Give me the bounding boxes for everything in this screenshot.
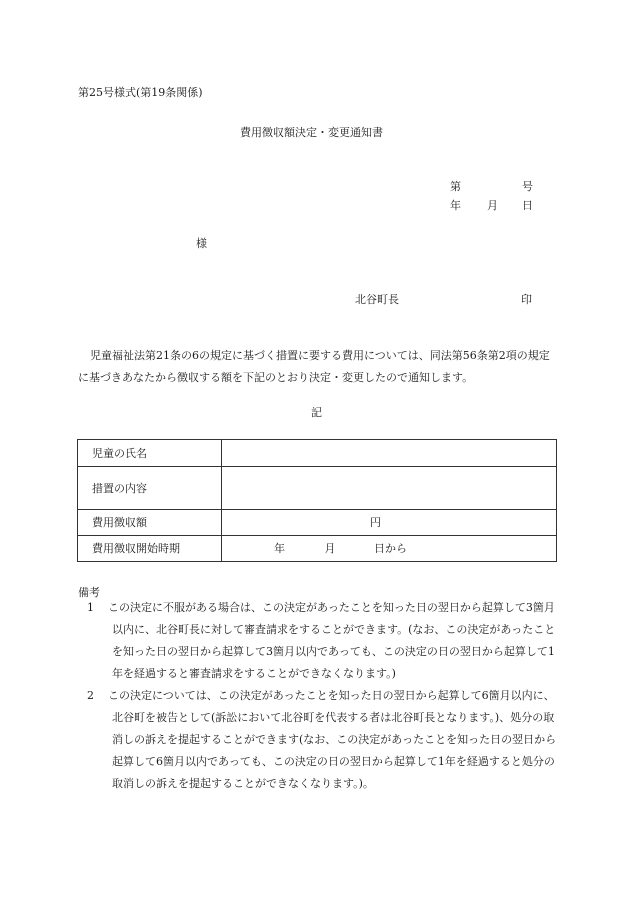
ki-heading: 記 (311, 406, 322, 419)
table-row (78, 510, 557, 536)
number-go: 号 (522, 180, 533, 193)
remark-text: この決定については、この決定があったことを知った日の翌日から起算して6箇月以内に、北谷町を被告として(訴訟において北谷町を代表する者は北谷町長となります。)、処分の取消しの訴えを提起することができます(なお、この決定があったことを知った日の翌日から起算して6箇月以内であっても、この決定の日の翌日から起算して1年を経過すると処分の取消しの訴えを提起することができなくなります。)。 (108, 689, 557, 790)
remark-item-2 (87, 685, 564, 795)
value-measure-content (222, 467, 557, 510)
remark-number: 1 (87, 601, 94, 614)
start-month: 月 (324, 542, 336, 555)
remark-item-1 (87, 597, 564, 685)
form-number: 第25号様式(第19条関係) (78, 86, 203, 99)
issuer-name: 北谷町長 (355, 293, 399, 306)
value-fee-yen: 円 (370, 516, 381, 529)
label-fee-amount: 費用徴収額 (78, 510, 222, 536)
body-text: 児童福祉法第21条の6の規定に基づく措置に要する費用については、同法第56条第2項の規定に基づきあなたから徴収する額を下記のとおり決定・変更したので通知します。 (78, 349, 550, 384)
date-month: 月 (487, 199, 498, 212)
start-year: 年 (274, 542, 285, 555)
issuer-seal: 印 (521, 293, 532, 306)
document-title: 費用徴収額決定・変更通知書 (240, 126, 383, 139)
table-row (78, 536, 557, 562)
label-child-name: 児童の氏名 (78, 440, 222, 467)
table-row (78, 467, 557, 510)
recipient-sama: 様 (196, 237, 207, 250)
table-row (78, 440, 557, 467)
date-day: 日 (522, 199, 533, 212)
value-child-name (222, 440, 557, 467)
number-dai: 第 (450, 180, 461, 193)
start-day: 日から (374, 542, 407, 555)
fee-table (77, 439, 557, 562)
date-year: 年 (450, 199, 461, 212)
label-measure-content: 措置の内容 (78, 467, 222, 510)
remark-number: 2 (87, 689, 94, 702)
remarks-title: 備考 (78, 586, 100, 599)
label-start-period: 費用徴収開始時期 (78, 536, 222, 562)
remark-text: この決定に不服がある場合は、この決定があったことを知った日の翌日から起算して3箇月以内に、北谷町長に対して審査請求をすることができます。(なお、この決定があったことを知った日の翌日から起算して3箇月以内であっても、この決定の日の翌日から起算して1年を経過すると審査請求をすることができなくなります。) (108, 601, 556, 680)
